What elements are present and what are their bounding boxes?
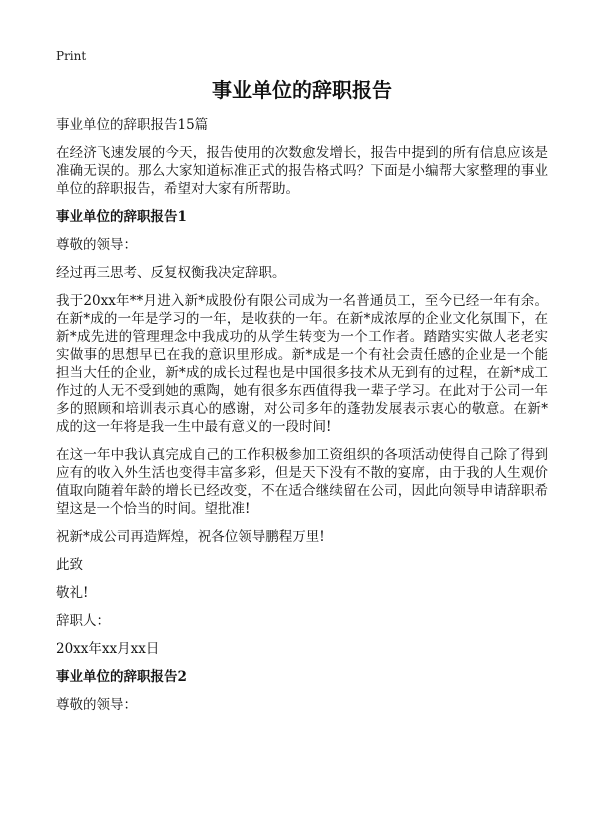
greeting: 尊敬的领导： [56, 237, 137, 253]
body-paragraph: 在这一年中我认真完成自己的工作积极参加工资组织的各项活动使得自己除了得到应有的收入外生活也变得丰富多彩，但是天下没有不散的宴席，由于我的人生观价值取向随着年龄的增长已经改变，不在适合继续留在公司，因此向领导申请辞职希望这是一个恰当的时间。望批准! [56, 447, 548, 517]
print-label: Print [56, 49, 87, 63]
page-title: 事业单位的辞职报告 [212, 78, 392, 102]
body-paragraph: 经过再三思考、反复权衡我决定辞职。 [56, 265, 286, 281]
closing-wish: 祝新*成公司再造辉煌，祝各位领导鹏程万里! [56, 529, 325, 545]
signature-line: 辞职人： [56, 613, 110, 629]
intro-paragraph: 在经济飞速发展的今天，报告使用的次数愈发增长，报告中提到的所有信息应该是准确无误的。那么大家知道标准正式的报告格式吗？下面是小编帮大家整理的事业单位的辞职报告，希望对大家有所帮助。 [56, 145, 548, 197]
greeting: 尊敬的领导： [56, 697, 137, 713]
section-heading: 事业单位的辞职报告2 [56, 669, 187, 685]
body-paragraph: 我于20xx年**月进入新*成股份有限公司成为一名普通员工，至今已经一年有余。在新*成的一年是学习的一年，是收获的一年。在新*成浓厚的企业文化氛围下，在新*成先进的管理理念中我成功的从学生转变为一个工作者。踏踏实实做人老老实实做事的思想早已在我的意识里形成。新*成是一个有社会责任感的企业是一个能担当大任的企业，新*成的成长过程也是中国很多技术从无到有的过程，在新*成工作过的人无不受到她的熏陶，她有很多东西值得我一辈子学习。在此对于公司一年多的照顾和培训表示真心的感谢，对公司多年的蓬勃发展表示衷心的敬意。在新*成的这一年将是我一生中最有意义的一段时间! [56, 293, 548, 435]
closing-regards: 敬礼! [56, 585, 89, 601]
closing-salutation: 此致 [56, 557, 83, 573]
document-subtitle: 事业单位的辞职报告15篇 [56, 117, 209, 133]
date-line: 20xx年xx月xx日 [56, 641, 160, 657]
section-heading: 事业单位的辞职报告1 [56, 209, 187, 225]
